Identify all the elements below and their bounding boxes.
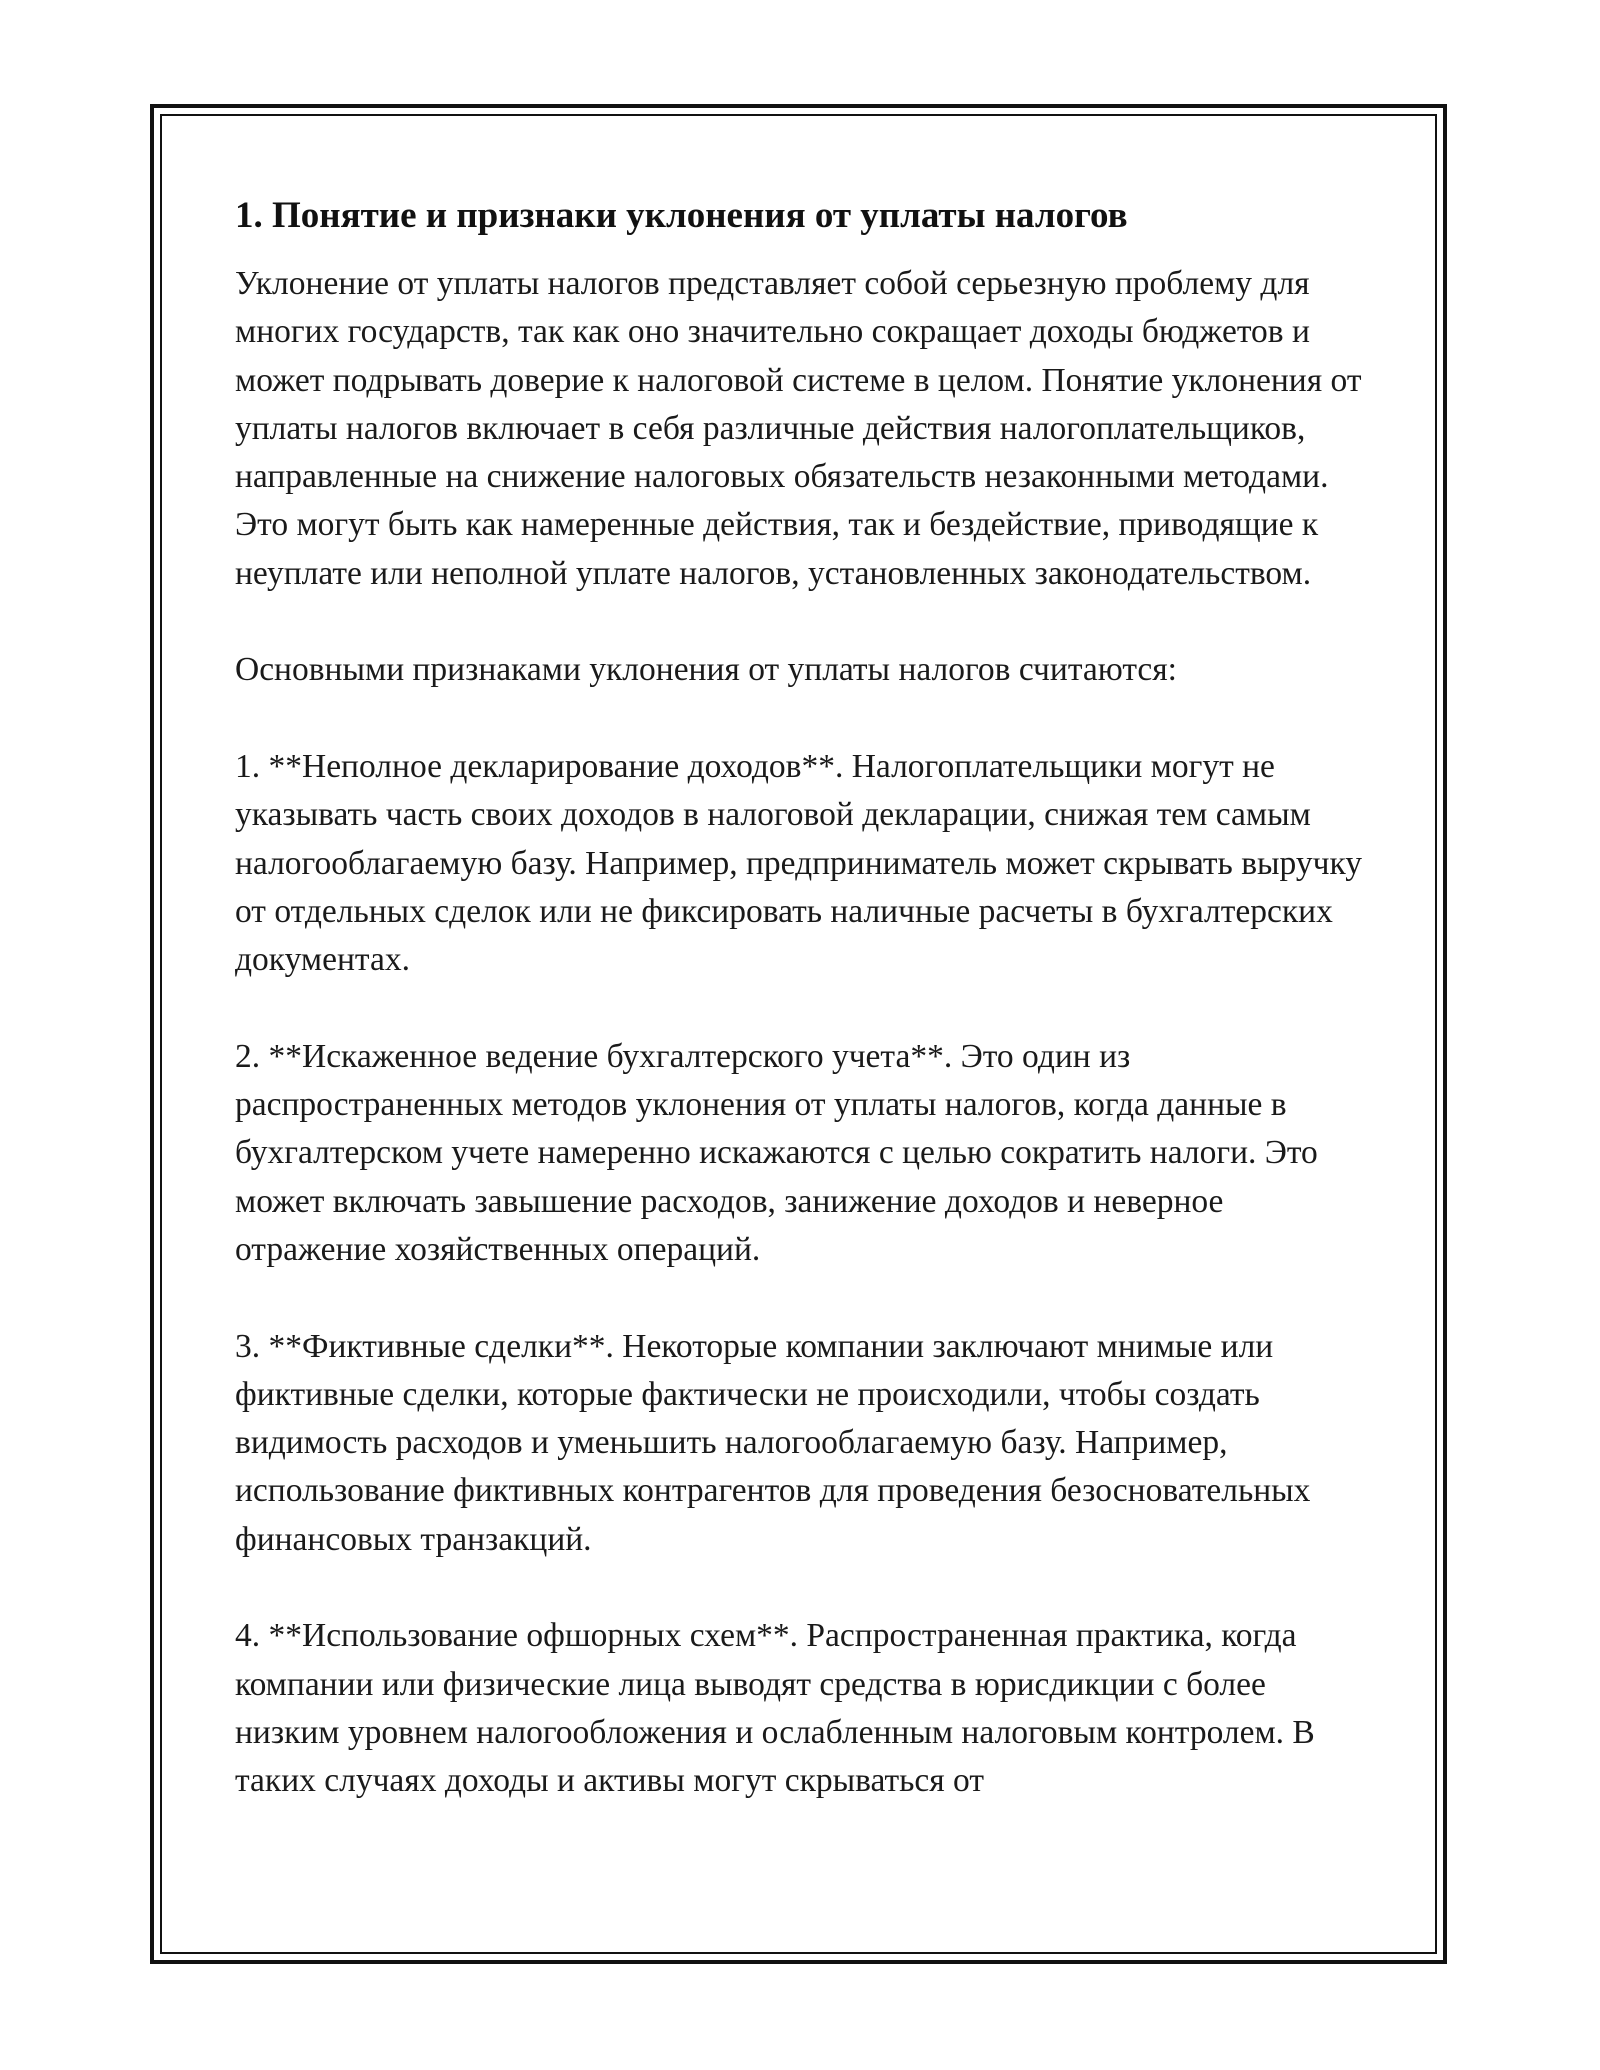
paragraph-sign-2: 2. **Искаженное ведение бухгалтерского учета**. Это один из распространенных методов уклонения от уплаты налогов, когда данные в бухгалтерском учете намеренно искажаются с целью сократить налоги. Это может включать завышение расходов, занижение доходов и неверное отражение хозяйственных операций. <box>235 1037 1318 1268</box>
paragraph-sign-1: 1. **Неполное декларирование доходов**. Налогоплательщики могут не указывать часть своих доходов в налоговой декларации, снижая тем самым налогооблагаемую базу. Например, предприниматель может скрывать выручку от отдельных сделок или не фиксировать наличные расчеты в бухгалтерских документах. <box>235 747 1362 979</box>
paragraph-sign-3: 3. **Фиктивные сделки**. Некоторые компании заключают мнимые или фиктивные сделки, которые фактически не происходили, чтобы создать видимость расходов и уменьшить налогооблагаемую базу. Например, использование фиктивных контрагентов для проведения безосновательных финансовых транзакций. <box>235 1327 1311 1558</box>
paragraph-signs-lead: Основными признаками уклонения от уплаты налогов считаются: <box>235 651 1177 689</box>
paragraph-intro: Уклонение от уплаты налогов представляет собой серьезную проблему для многих государств, так как оно значительно сокращает доходы бюджетов и может подрывать доверие к налоговой системе в целом. Понятие уклонения от уплаты налогов включает в себя различные действия налогоплательщиков, направленные на снижение налоговых обязательств незаконными методами. Это могут быть как намеренные действия, так и бездействие, приводящие к неуплате или неполной уплате налогов, установленных законодательством. <box>235 265 1362 592</box>
section-heading: 1. Понятие и признаки уклонения от уплаты налогов <box>235 195 1128 236</box>
document-body <box>235 186 1375 1806</box>
paragraph-sign-4: 4. **Использование офшорных схем**. Распространенная практика, когда компании или физические лица выводят средства в юрисдикции с более низким уровнем налогообложения и ослабленным налоговым контролем. В таких случаях доходы и активы могут скрываться от <box>235 1617 1315 1800</box>
